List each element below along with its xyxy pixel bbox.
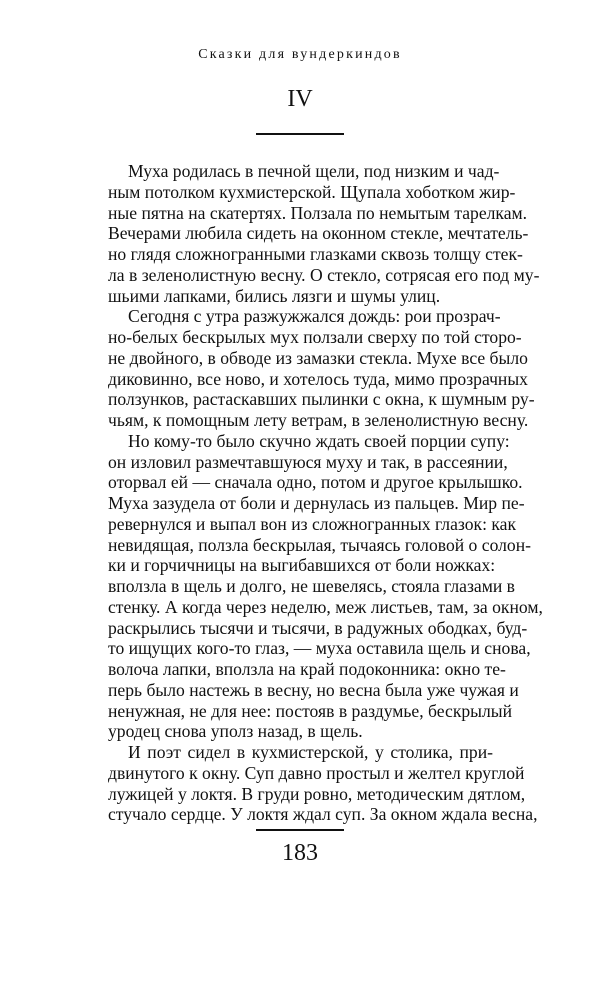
- text-line: вползла в щель и долго, не шевелясь, стояла глазами в: [108, 576, 515, 596]
- text-line: он изловил размечтавшуюся муху и так, в рассеянии,: [108, 451, 508, 472]
- text-line: ные пятна на скатертях. Ползала по немытым тарелкам.: [108, 202, 528, 223]
- text-line: то ищущих кого-то глаз, — муха оставила щель и снова,: [108, 638, 531, 659]
- text-line: И поэт сидел в кухмистерской, у столика, при-: [128, 742, 493, 762]
- text-line: волоча лапки, вползла на край подоконника: окно те-: [108, 659, 506, 679]
- paragraph: [108, 742, 538, 825]
- body-text: [108, 161, 543, 825]
- text-line: стучало сердце. У локтя ждал суп. За окном ждала весна,: [108, 804, 538, 825]
- text-line: перь было настежь в весну, но весна была уже чужая и: [108, 679, 519, 700]
- text-line: ным потолком кухмистерской. Щупала хоботком жир-: [108, 181, 516, 202]
- text-line: невидящая, ползла бескрылая, тычаясь головой о солон-: [108, 534, 531, 555]
- text-line: Сегодня с утра разжужжался дождь: рои прозрач-: [128, 306, 501, 327]
- text-line: ненужная, не для нее: постояв в раздумье, бескрылый: [108, 700, 512, 721]
- text-line: оторвал ей — сначала одно, потом и другое крылышко.: [108, 472, 523, 493]
- text-line: раскрылись тысячи и тысячи, в радужных ободках, буд-: [108, 617, 528, 638]
- text-line: Муха родилась в печной щели, под низким и чад-: [128, 161, 500, 181]
- text-line: диковинно, все ново, и хотелось туда, мимо прозрачных: [108, 368, 528, 389]
- chapter-divider: [256, 133, 344, 135]
- text-line: шьими лапками, бились лязги и шумы улиц.: [108, 285, 441, 306]
- text-line: двинутого к окну. Суп давно простыл и желтел круглой: [108, 762, 525, 783]
- paragraph: [108, 161, 540, 306]
- text-line: ревернулся и выпал вон из сложногранных глазок: как: [108, 513, 517, 534]
- footer-divider: [256, 829, 344, 831]
- text-line: Вечерами любила сидеть на оконном стекле, мечтатель-: [108, 223, 529, 244]
- text-line: лужицей у локтя. В груди ровно, методическим дятлом,: [108, 783, 526, 804]
- text-line: но глядя сложногранными глазками сквозь толщу стек-: [108, 244, 523, 264]
- paragraph: [108, 306, 535, 431]
- running-head: Сказки для вундеркиндов: [198, 47, 402, 62]
- text-line: но-белых бескрылых мух ползали сверху по той сторо-: [108, 327, 522, 347]
- text-line: не двойного, в обводе из замазки стекла. Мухе все было: [108, 347, 528, 368]
- text-line: Но кому-то было скучно ждать своей порции супу:: [128, 430, 510, 451]
- text-line: Муха зазудела от боли и дернулась из пальцев. Мир пе-: [108, 493, 525, 513]
- page-number: 183: [282, 840, 318, 866]
- text-line: уродец снова уполз назад, в щель.: [108, 721, 363, 742]
- text-line: ки и горчичницы на выгибавшихся от боли ножках:: [108, 555, 496, 576]
- text-line: чьям, к помощным лету ветрам, в зеленолистную весну.: [108, 410, 529, 430]
- text-line: ла в зеленолистную весну. О стекло, сотрясая его под му-: [108, 264, 540, 285]
- text-line: стенку. А когда через неделю, меж листьев, там, за окном,: [108, 596, 543, 617]
- paragraph: [108, 430, 543, 742]
- text-line: ползунков, растаскавших пылинки с окна, к шумным ру-: [108, 389, 535, 410]
- chapter-number: IV: [287, 86, 313, 112]
